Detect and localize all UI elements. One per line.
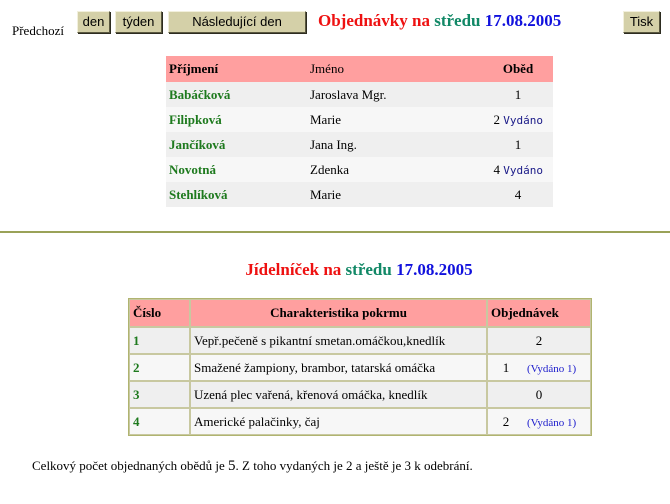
orders-count-cell bbox=[487, 408, 591, 435]
menu-header-row bbox=[129, 299, 591, 327]
orders-count: 2 bbox=[502, 413, 510, 429]
previous-week-button[interactable]: týden bbox=[115, 11, 162, 33]
orders-count: 0 bbox=[535, 386, 543, 402]
menu-title-prefix: Jídelníček na bbox=[245, 260, 342, 279]
orders-title-prefix: Objednávky na bbox=[318, 11, 430, 30]
section-divider bbox=[0, 231, 670, 233]
orders-count: 1 bbox=[502, 359, 510, 375]
meal-cell bbox=[483, 82, 553, 107]
table-row bbox=[166, 132, 553, 157]
column-description: Charakteristika pokrmu bbox=[190, 299, 487, 327]
orders-title bbox=[318, 11, 561, 31]
summary-remaining: 3 bbox=[404, 458, 411, 473]
dish-number: 1 bbox=[129, 327, 190, 354]
meal-cell bbox=[483, 182, 553, 207]
name-cell: Jana Ing. bbox=[307, 132, 483, 157]
dish-description: Smažené žampiony, brambor, tatarská omáčka bbox=[190, 354, 487, 381]
meal-number: 4 bbox=[514, 186, 522, 202]
issued-count: (Vydáno 1) bbox=[527, 362, 577, 375]
dish-description: Vepř.pečeně s pikantní smetan.omáčkou,knedlík bbox=[190, 327, 487, 354]
orders-count-cell bbox=[487, 354, 591, 381]
dish-description: Americké palačinky, čaj bbox=[190, 408, 487, 435]
orders-title-date: 17.08.2005 bbox=[484, 11, 562, 30]
surname-cell: Jančíková bbox=[166, 132, 307, 157]
dish-number: 3 bbox=[129, 381, 190, 408]
dish-number: 2 bbox=[129, 354, 190, 381]
previous-day-button[interactable]: den bbox=[77, 11, 110, 33]
dish-description: Uzená plec vařená, křenová omáčka, knedlík bbox=[190, 381, 487, 408]
issued-status: Vydáno bbox=[503, 163, 543, 177]
meal-number: 1 bbox=[514, 86, 522, 102]
table-row bbox=[129, 354, 591, 381]
surname-cell: Stehlíková bbox=[166, 182, 307, 207]
table-row bbox=[166, 182, 553, 207]
meal-number: 4 bbox=[493, 161, 500, 177]
menu-title-weekday: středu bbox=[345, 260, 392, 279]
orders-title-weekday: středu bbox=[434, 11, 481, 30]
surname-cell: Filipková bbox=[166, 107, 307, 132]
issued-count: (Vydáno 1) bbox=[527, 416, 577, 429]
column-surname: Příjmení bbox=[166, 56, 307, 82]
summary-text bbox=[32, 458, 473, 475]
table-row bbox=[129, 408, 591, 435]
table-row bbox=[166, 157, 553, 182]
meal-number: 2 bbox=[493, 111, 500, 127]
meal-cell bbox=[483, 107, 553, 132]
column-name: Jméno bbox=[307, 56, 483, 82]
summary-part1: Celkový počet objednaných obědů je bbox=[32, 458, 225, 473]
table-row bbox=[166, 107, 553, 132]
name-cell: Marie bbox=[307, 182, 483, 207]
summary-part2: . Z toho vydaných je bbox=[235, 458, 343, 473]
orders-count: 2 bbox=[535, 332, 543, 348]
table-row bbox=[129, 327, 591, 354]
next-day-button[interactable]: Následující den bbox=[168, 11, 306, 33]
surname-cell: Novotná bbox=[166, 157, 307, 182]
table-row bbox=[166, 82, 553, 107]
issued-status: Vydáno bbox=[503, 113, 543, 127]
dish-number: 4 bbox=[129, 408, 190, 435]
column-orders-count: Objednávek bbox=[487, 299, 591, 327]
meal-number: 1 bbox=[514, 136, 522, 152]
summary-part3: a ještě je bbox=[355, 458, 402, 473]
summary-part4: k odebrání. bbox=[414, 458, 473, 473]
orders-table bbox=[166, 56, 553, 207]
orders-count-cell bbox=[487, 381, 591, 408]
name-cell: Marie bbox=[307, 107, 483, 132]
menu-title-date: 17.08.2005 bbox=[396, 260, 473, 279]
summary-issued: 2 bbox=[346, 458, 353, 473]
previous-label: Předchozí bbox=[12, 23, 64, 38]
surname-cell: Babáčková bbox=[166, 82, 307, 107]
menu-table bbox=[128, 298, 592, 436]
name-cell: Jaroslava Mgr. bbox=[307, 82, 483, 107]
name-cell: Zdenka bbox=[307, 157, 483, 182]
table-row bbox=[129, 381, 591, 408]
print-button[interactable]: Tisk bbox=[623, 11, 660, 33]
summary-total: 5 bbox=[228, 458, 236, 474]
menu-title bbox=[0, 260, 670, 280]
column-meal: Oběd bbox=[483, 56, 553, 82]
meal-cell bbox=[483, 157, 553, 182]
meal-cell bbox=[483, 132, 553, 157]
orders-count-cell bbox=[487, 327, 591, 354]
orders-header-row bbox=[166, 56, 553, 82]
column-number: Číslo bbox=[129, 299, 190, 327]
